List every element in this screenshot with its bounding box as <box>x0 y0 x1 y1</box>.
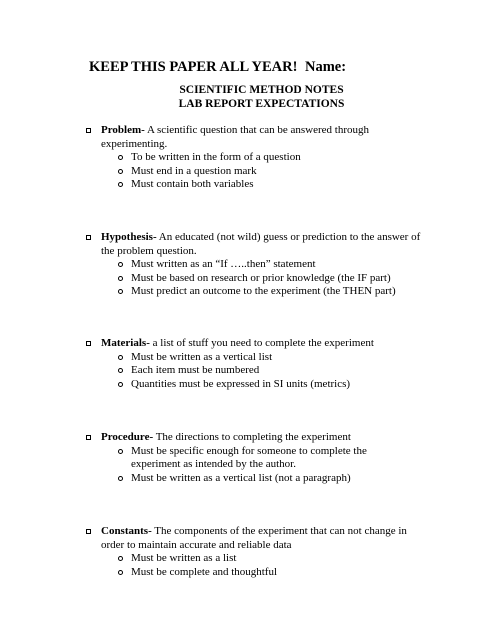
section-hypothesis <box>89 231 429 299</box>
list-item: Must be written as a vertical list <box>89 351 429 365</box>
circle-bullet-icon <box>118 262 123 267</box>
list-item: Each item must be numbered <box>89 364 429 378</box>
circle-bullet-icon <box>118 155 123 160</box>
circle-bullet-icon <box>118 382 123 387</box>
section-problem <box>89 124 429 192</box>
requirement-list <box>89 258 429 299</box>
section-term: Hypothesis- <box>101 231 157 243</box>
list-item: Must be written as a vertical list (not a paragraph) <box>89 472 379 486</box>
list-item: Must written as an “If …..then” statement <box>89 258 429 272</box>
list-item: Must be specific enough for someone to complete the experiment as intended by the author. <box>89 445 379 472</box>
requirement-list <box>89 151 429 192</box>
circle-bullet-icon <box>118 355 123 360</box>
list-item: Must be written as a list <box>89 552 429 566</box>
section-constants <box>89 525 429 579</box>
list-item: Must be based on research or prior knowledge (the IF part) <box>89 272 429 286</box>
requirement-list <box>89 351 429 392</box>
keep-paper-note: KEEP THIS PAPER ALL YEAR! <box>89 59 298 75</box>
list-item: To be written in the form of a question <box>89 151 429 165</box>
circle-bullet-icon <box>118 276 123 281</box>
requirement-list <box>89 445 379 486</box>
list-item: Must be complete and thoughtful <box>89 566 429 580</box>
header <box>89 59 347 76</box>
section-term: Materials- <box>101 337 150 349</box>
notes-title: SCIENTIFIC METHOD NOTES <box>179 84 344 96</box>
requirement-list <box>89 552 429 579</box>
circle-bullet-icon <box>118 368 123 373</box>
circle-bullet-icon <box>118 289 123 294</box>
circle-bullet-icon <box>118 449 123 454</box>
section-materials <box>89 337 429 391</box>
name-label: Name: <box>305 59 347 75</box>
square-bullet-icon <box>86 435 91 440</box>
section-definition: The directions to completing the experiment <box>153 431 351 443</box>
circle-bullet-icon <box>118 556 123 561</box>
circle-bullet-icon <box>118 476 123 481</box>
square-bullet-icon <box>86 341 91 346</box>
square-bullet-icon <box>86 235 91 240</box>
list-item: Must end in a question mark <box>89 165 429 179</box>
section-term: Procedure- <box>101 431 154 443</box>
section-definition: An educated (not wild) guess or prediction to the answer of the problem question. <box>101 231 421 257</box>
expectations-title: LAB REPORT EXPECTATIONS <box>178 98 345 110</box>
circle-bullet-icon <box>118 169 123 174</box>
list-item: Must predict an outcome to the experiment (the THEN part) <box>89 285 429 299</box>
section-term: Constants- <box>101 525 152 537</box>
list-item: Quantities must be expressed in SI units (metrics) <box>89 378 429 392</box>
section-definition: The components of the experiment that can not change in order to maintain accurate and reliable data <box>101 525 407 551</box>
square-bullet-icon <box>86 128 91 133</box>
section-term: Problem- <box>101 124 145 136</box>
square-bullet-icon <box>86 529 91 534</box>
list-item: Must contain both variables <box>89 178 429 192</box>
section-definition: A scientific question that can be answered through experimenting. <box>101 124 370 150</box>
section-procedure <box>89 431 429 485</box>
section-definition: a list of stuff you need to complete the experiment <box>149 337 374 349</box>
circle-bullet-icon <box>118 182 123 187</box>
circle-bullet-icon <box>118 570 123 575</box>
